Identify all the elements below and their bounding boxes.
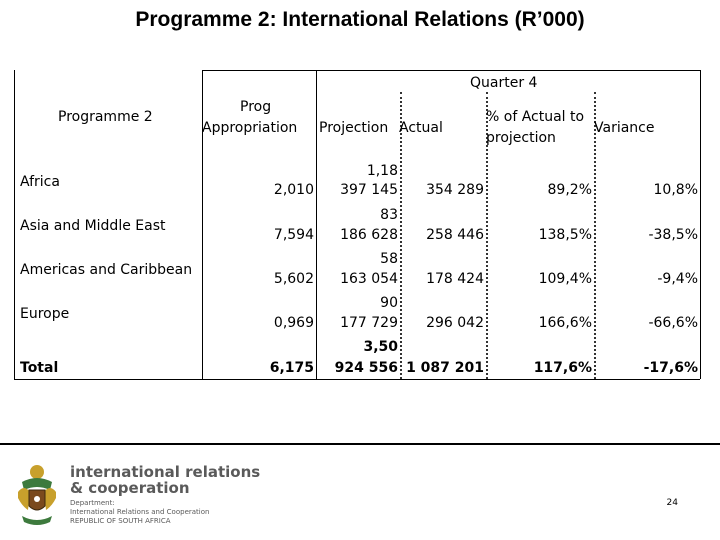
table-top-border xyxy=(202,70,316,71)
row-pct: 89,2% xyxy=(547,182,592,198)
row-projection-l2: 186 628 xyxy=(340,227,398,243)
row-appropriation: 0,969 xyxy=(273,315,314,331)
row-projection-l2: 397 145 xyxy=(340,182,398,198)
row-appropriation: 6,175 xyxy=(269,360,314,376)
row-variance: -9,4% xyxy=(657,271,698,287)
row-appropriation: 7,594 xyxy=(273,227,314,243)
variance-header: Variance xyxy=(594,120,655,136)
row-actual: 354 289 xyxy=(426,182,484,198)
row-projection-l2: 163 054 xyxy=(340,271,398,287)
row-name: Americas and Caribbean xyxy=(20,262,193,278)
table-bottom-border xyxy=(14,379,700,380)
row-name: Total xyxy=(20,360,59,376)
row-variance: -17,6% xyxy=(643,360,698,376)
row-actual: 258 446 xyxy=(426,227,484,243)
row-actual: 178 424 xyxy=(426,271,484,287)
actual-header: Actual xyxy=(399,120,443,136)
quarter-top-border xyxy=(316,70,700,71)
footer-divider xyxy=(0,443,720,445)
dept-line-2: International Relations and Cooperation xyxy=(70,508,210,516)
dept-line-3: REPUBLIC OF SOUTH AFRICA xyxy=(70,517,171,525)
row-appropriation: 5,602 xyxy=(273,271,314,287)
logo-wordmark xyxy=(70,464,260,526)
quarter-header: Quarter 4 xyxy=(470,75,538,91)
row-projection-l1: 3,50 xyxy=(363,339,398,355)
row-name: Africa xyxy=(20,174,60,190)
row-projection-l1: 1,18 xyxy=(366,163,398,179)
projection-header: Projection xyxy=(319,120,389,136)
row-name: Europe xyxy=(20,306,70,322)
programme-header: Programme 2 xyxy=(58,109,153,125)
table-right-border xyxy=(700,70,701,379)
pct-header-l1: % of Actual to xyxy=(486,109,585,125)
row-projection-l1: 90 xyxy=(380,295,398,311)
row-variance: 10,8% xyxy=(653,182,698,198)
page-title: Programme 2: International Relations (R’000) xyxy=(135,8,585,31)
row-actual: 1 087 201 xyxy=(406,360,484,376)
page-number: 24 xyxy=(666,498,678,508)
row-projection-l2: 924 556 xyxy=(334,360,398,376)
dirco-logo xyxy=(14,462,261,532)
row-pct: 117,6% xyxy=(533,360,592,376)
row-actual: 296 042 xyxy=(426,315,484,331)
row-projection-l1: 58 xyxy=(380,251,398,267)
appropriation-col-border xyxy=(316,70,317,379)
row-variance: -66,6% xyxy=(648,315,698,331)
row-name: Asia and Middle East xyxy=(20,218,166,234)
row-appropriation: 2,010 xyxy=(273,182,314,198)
row-pct: 138,5% xyxy=(538,227,592,243)
row-projection-l1: 83 xyxy=(380,207,398,223)
row-variance: -38,5% xyxy=(648,227,698,243)
row-pct: 166,6% xyxy=(538,315,592,331)
appropriation-header-l1: Prog xyxy=(240,99,272,115)
pct-header-l2: projection xyxy=(486,130,556,146)
logo-line-2: & cooperation xyxy=(70,479,190,497)
dept-line-1: Department: xyxy=(70,499,115,507)
table-left-border xyxy=(14,70,15,379)
row-projection-l2: 177 729 xyxy=(340,315,398,331)
appropriation-header-l2: Appropriation xyxy=(202,120,298,136)
coat-of-arms-icon xyxy=(14,462,60,528)
row-pct: 109,4% xyxy=(538,271,592,287)
logo-line-1: international relations xyxy=(70,463,261,481)
